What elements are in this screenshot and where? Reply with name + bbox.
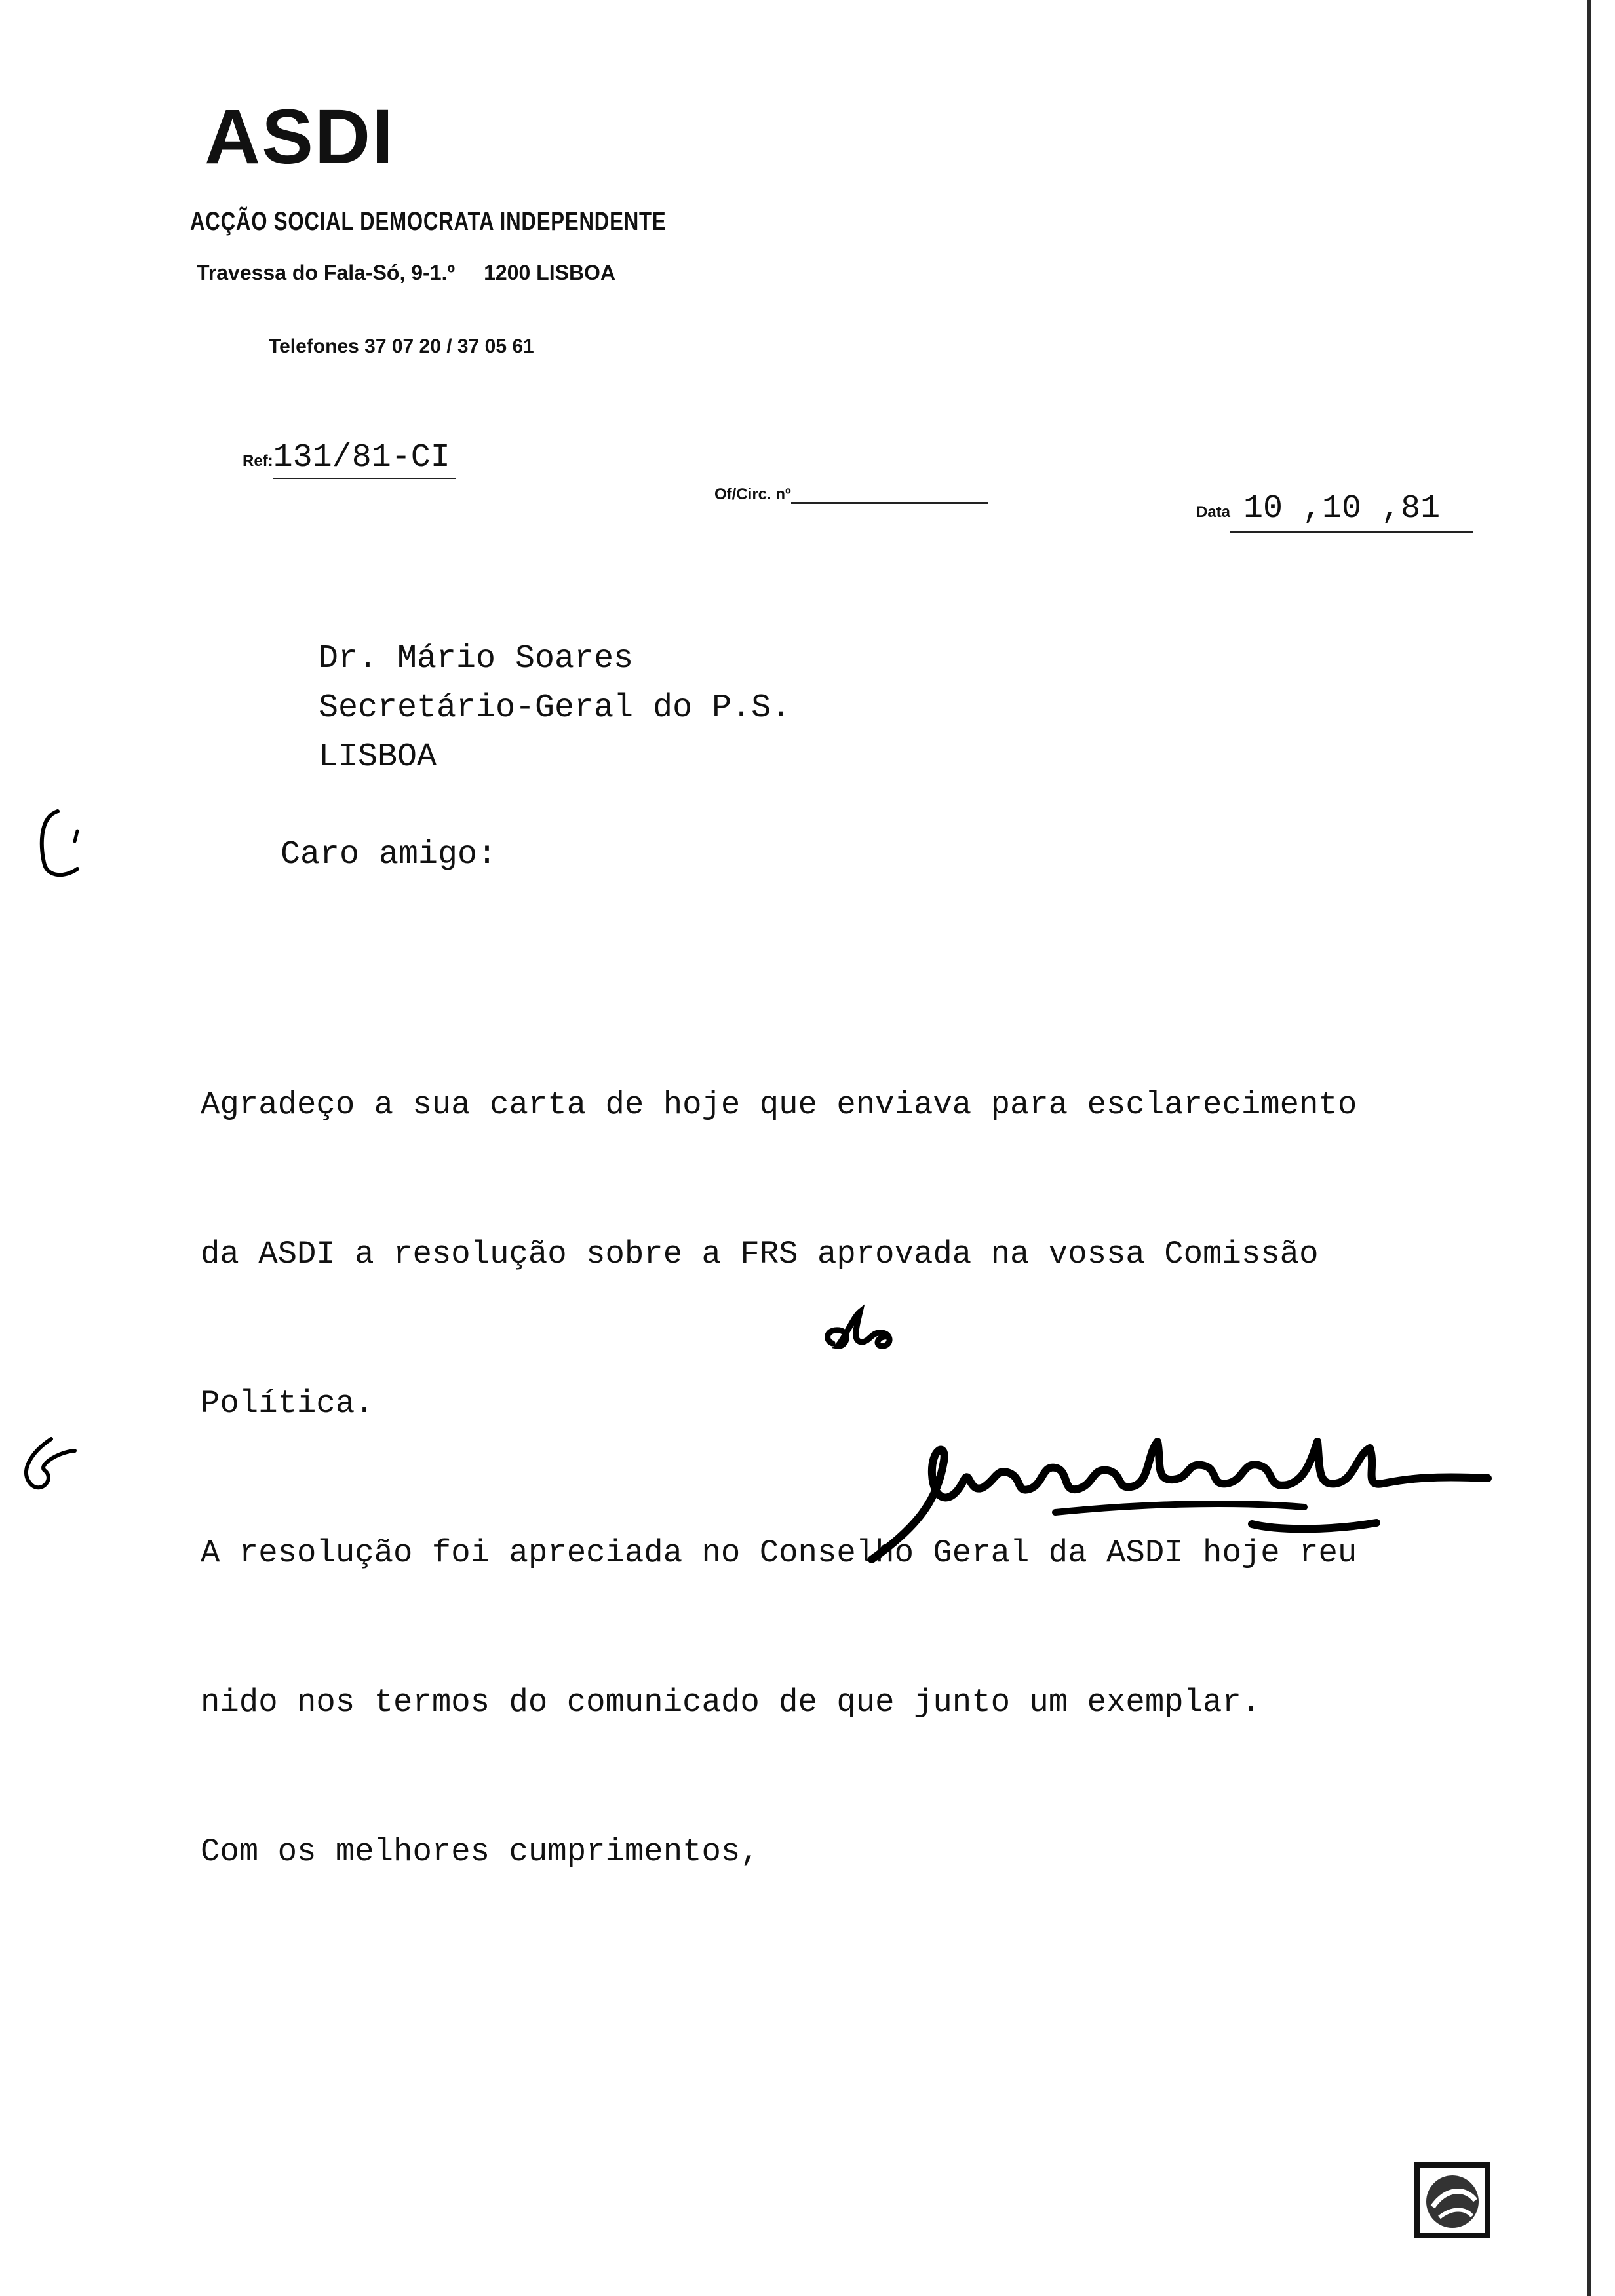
date-label: Data [1196,503,1231,521]
letterhead-address [197,261,615,285]
body-line: Com os melhores cumprimentos, [201,1833,760,1870]
signature-prefix-mark [819,1303,918,1362]
handwritten-signature [859,1402,1527,1573]
organization-name: ACÇÃO SOCIAL DEMOCRATA INDEPENDENTE [190,207,667,236]
body-line: nido nos termos do comunicado de que junto um exemplar. [201,1684,1261,1721]
letterhead-phones: Telefones 37 07 20 / 37 05 61 [269,335,534,357]
address-city: 1200 LISBOA [484,261,616,284]
body-line: da ASDI a resolução sobre a FRS aprovada na vossa Comissão [201,1236,1319,1272]
reference-field [243,439,456,479]
recipient-name: Dr. Mário Soares [319,640,634,678]
letterhead-logo: ASDI [204,94,395,180]
salutation: Caro amigo: [281,836,497,873]
recipient-city: LISBOA [319,738,437,776]
date-field [1196,490,1473,533]
stamp-icon [1413,2161,1492,2240]
ref-value: 131/81-CI [273,439,456,479]
recipient-block [319,634,790,782]
date-value: 10 ,10 ,81 [1243,490,1441,527]
body-line: Política. [201,1385,374,1422]
recipient-title: Secretário-Geral do P.S. [319,689,791,727]
margin-bracket-mark [31,805,90,883]
body-line: A resolução foi apreciada no Conselho Geral da ASDI hoje reu [201,1535,1357,1571]
circ-label: Of/Circ. nº [714,486,791,503]
circ-blank-line [791,485,988,504]
body-line: Agradeço a sua carta de hoje que enviava para esclarecimento [201,1086,1357,1123]
margin-hook-mark [12,1426,84,1498]
ref-label: Ref: [243,452,273,470]
circular-field [714,485,988,504]
address-street: Travessa do Fala-Só, 9-1.º [197,261,456,284]
page-edge [1587,0,1591,2296]
